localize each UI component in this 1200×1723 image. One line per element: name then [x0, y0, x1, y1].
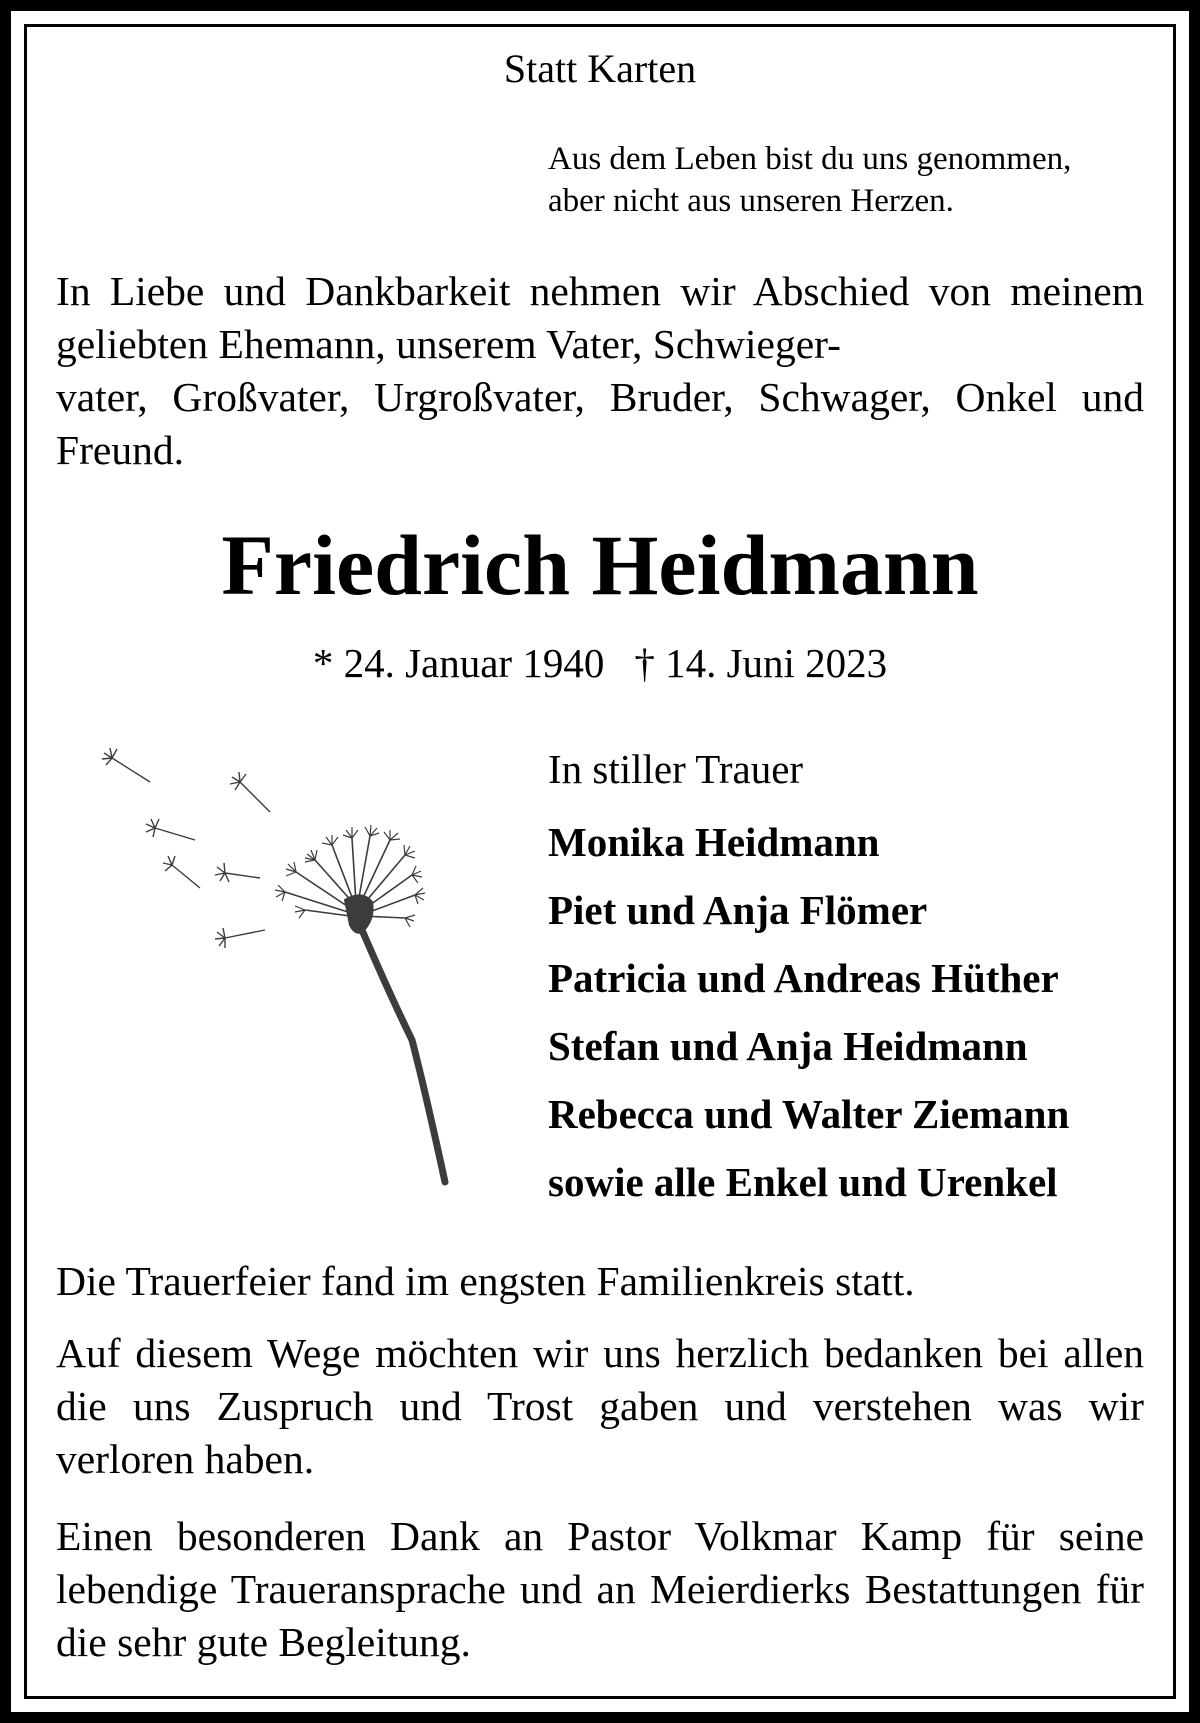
intro-paragraph: [56, 265, 1144, 477]
verse: [548, 138, 1148, 222]
deceased-name: Friedrich Heidmann: [221, 517, 979, 613]
mourner-name: Monika Heidmann: [548, 819, 880, 865]
thanks-paragraph: Auf diesem Wege möchten wir uns herzlich bedanken bei allen die uns Zuspruch und Trost gaben und verstehen was wir verloren haben.: [56, 1330, 1144, 1482]
mourning-lead: In stiller Trauer: [548, 746, 804, 792]
dandelion-illustration: [100, 740, 460, 1200]
verse-line-2: aber nicht aus unseren Herzen.: [548, 183, 954, 219]
ceremony-paragraph: Die Trauerfeier fand im engsten Familienkreis statt.: [56, 1258, 915, 1304]
mourners-list: [548, 808, 1168, 1216]
header-text: Statt Karten: [503, 46, 697, 91]
mourner-name: Patricia und Andreas Hüther: [548, 955, 1059, 1001]
life-dates: [0, 638, 1200, 688]
verse-line-1: Aus dem Leben bist du uns genommen,: [548, 141, 1072, 177]
birth-date: * 24. Januar 1940: [312, 640, 605, 686]
mourner-name: Stefan und Anja Heidmann: [548, 1023, 1028, 1069]
mourner-name: Rebecca und Walter Ziemann: [548, 1091, 1070, 1137]
mourner-name: Piet und Anja Flömer: [548, 887, 928, 933]
special-thanks-paragraph: Einen besonderen Dank an Pastor Volkmar Kamp für seine lebendige Traueransprache und an Meierdierks Bestattungen für die sehr gute Begleitung.: [56, 1513, 1144, 1665]
mourners-block: [548, 742, 1168, 1216]
death-date: † 14. Juni 2023: [634, 640, 888, 686]
intro-text: In Liebe und Dankbarkeit nehmen wir Abschied von meinem geliebten Ehemann, unserem Vater, Schwieger- vater, Großvater, Urgroßvater, Bruder, Schwager, Onkel und Freund.: [56, 268, 1144, 473]
mourner-name: sowie alle Enkel und Urenkel: [548, 1159, 1058, 1205]
dandelion-icon: [100, 740, 460, 1200]
